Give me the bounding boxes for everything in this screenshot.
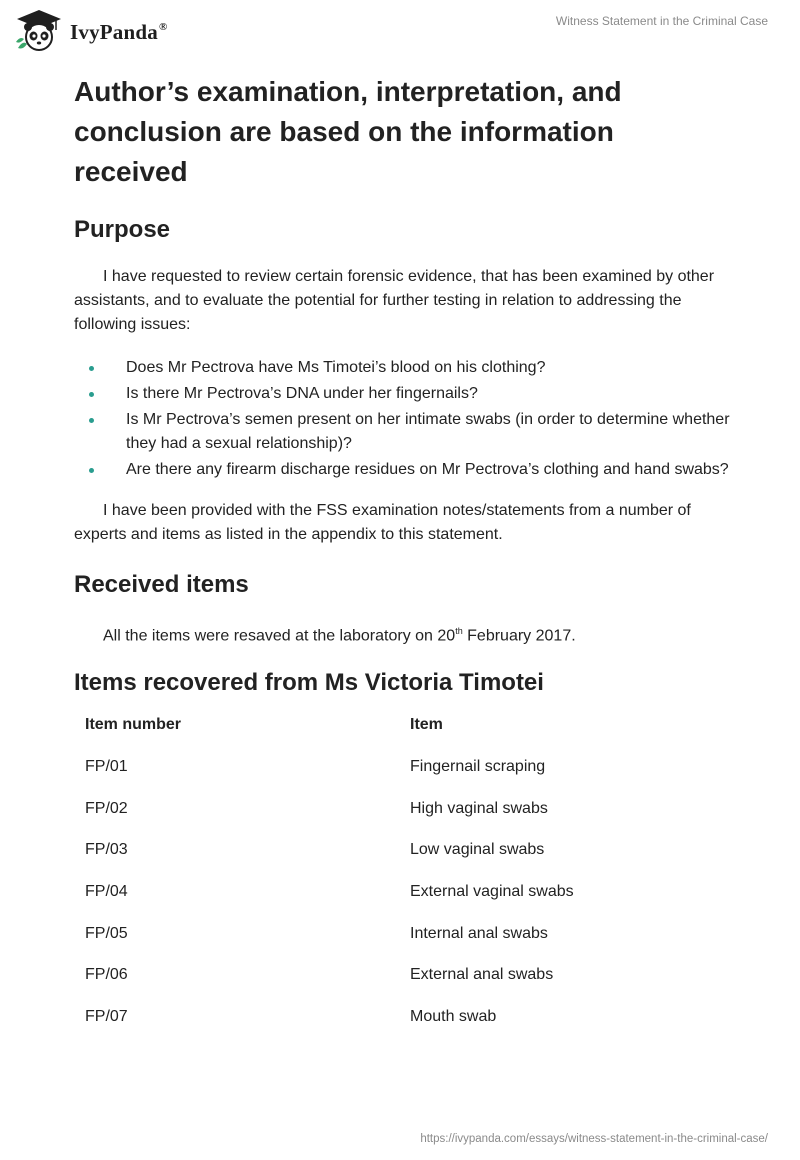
items-table — [74, 704, 734, 1038]
bullet-icon — [89, 366, 94, 371]
item-cell: External vaginal swabs — [410, 882, 574, 900]
column-header-item: Item — [410, 716, 443, 734]
bullet-icon — [89, 468, 94, 473]
received-text: All the items were resaved at the laboratory on 20th February 2017. — [103, 626, 576, 645]
issues-list — [74, 356, 734, 482]
main-heading: Author’s examination, interpretation, and conclusion are based on the information received — [74, 76, 622, 187]
table-row — [74, 871, 734, 913]
list-item: Is Mr Pectrova’s semen present on her intimate swabs (in order to determine whether they had a sexual relationship)? — [74, 408, 734, 456]
item-number-cell: FP/07 — [85, 1007, 128, 1025]
item-cell: Low vaginal swabs — [410, 841, 545, 859]
ivypanda-logo[interactable] — [14, 8, 167, 52]
table-row — [74, 954, 734, 996]
brand-name: IvyPanda® — [70, 19, 168, 44]
list-item: Does Mr Pectrova have Ms Timotei’s blood on his clothing? — [74, 356, 734, 380]
item-cell: External anal swabs — [410, 966, 554, 984]
column-header-item-number: Item number — [85, 716, 182, 734]
item-cell: Mouth swab — [410, 1007, 497, 1025]
item-cell: Fingernail scraping — [410, 757, 546, 775]
purpose-outro: I have been provided with the FSS examination notes/statements from a number of experts and items as listed in the appendix to this statement. — [74, 502, 691, 543]
document-title: Witness Statement in the Criminal Case — [555, 14, 768, 28]
item-number-cell: FP/05 — [85, 924, 128, 942]
item-cell: Internal anal swabs — [410, 924, 548, 942]
table-row — [74, 913, 734, 955]
bullet-icon — [89, 418, 94, 423]
purpose-heading: Purpose — [74, 216, 171, 243]
item-number-cell: FP/04 — [85, 882, 128, 900]
panda-graduation-icon — [14, 8, 64, 52]
recovered-heading: Items recovered from Ms Victoria Timotei — [74, 669, 544, 697]
table-row — [74, 996, 734, 1038]
purpose-intro: I have requested to review certain forensic evidence, that has been examined by other assistants, and to evaluate the potential for further testing in relation to addressing the following issues: — [74, 268, 715, 333]
table-row — [74, 788, 734, 830]
item-number-cell: FP/02 — [85, 799, 128, 817]
table-row — [74, 829, 734, 871]
table-header-row — [74, 704, 734, 746]
item-cell: High vaginal swabs — [410, 799, 548, 817]
article-content — [74, 72, 734, 1038]
table-row — [74, 746, 734, 788]
page-header — [0, 0, 800, 60]
source-url[interactable]: https://ivypanda.com/essays/witness-statement-in-the-criminal-case/ — [420, 1133, 768, 1145]
list-item: Are there any firearm discharge residues on Mr Pectrova’s clothing and hand swabs? — [74, 458, 734, 482]
item-number-cell: FP/06 — [85, 966, 128, 984]
received-heading: Received items — [74, 571, 249, 598]
item-number-cell: FP/03 — [85, 841, 128, 859]
bullet-icon — [89, 392, 94, 397]
list-item: Is there Mr Pectrova’s DNA under her fingernails? — [74, 382, 734, 406]
item-number-cell: FP/01 — [85, 757, 128, 775]
